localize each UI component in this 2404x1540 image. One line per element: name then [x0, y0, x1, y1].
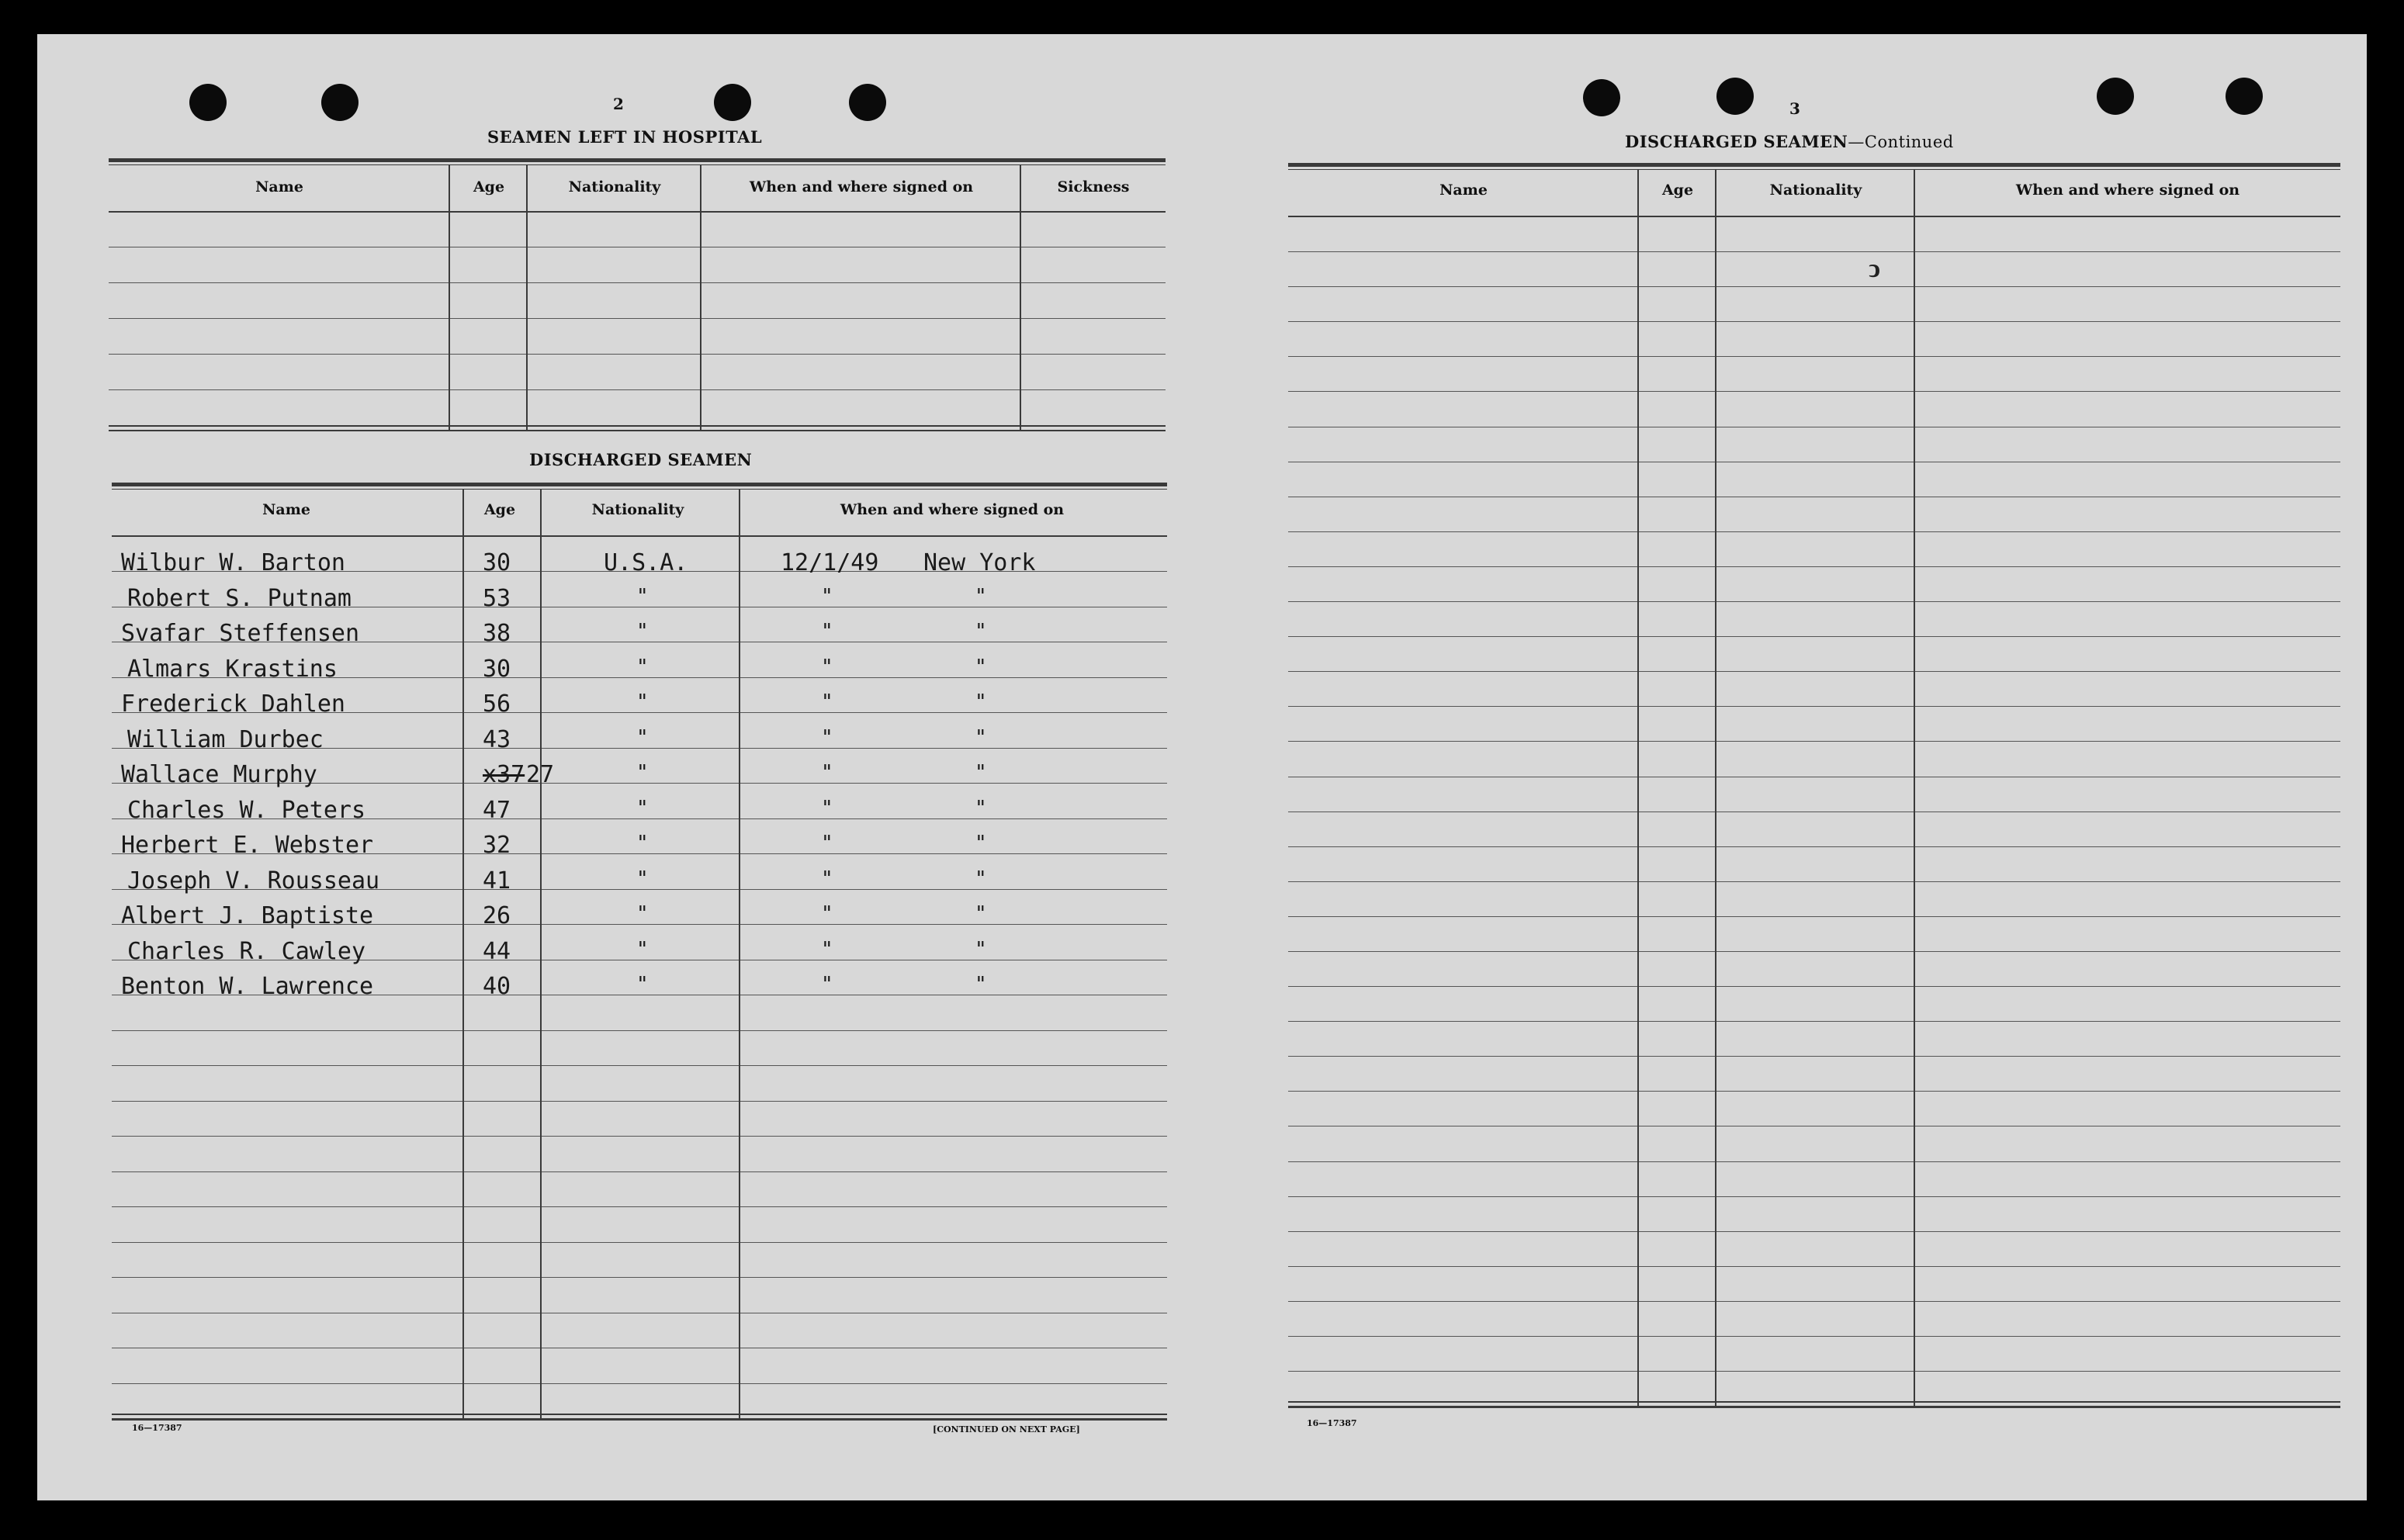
seaman-nationality: ": [636, 761, 649, 784]
col-header-age: Age: [1661, 182, 1694, 199]
ruled-line: [1288, 986, 2340, 987]
seaman-nationality: ": [636, 656, 649, 679]
signed-on-date: ": [821, 690, 833, 714]
signed-on-date: ": [821, 656, 833, 679]
seaman-name: Benton W. Lawrence: [121, 973, 374, 1000]
ruled-line: [1288, 251, 2340, 252]
punch-hole: [2226, 78, 2263, 115]
title-text: DISCHARGED SEAMEN: [1625, 132, 1848, 151]
ruled-line: [1288, 706, 2340, 707]
signed-on-place: ": [975, 938, 987, 961]
ruled-line: [1288, 741, 2340, 742]
seaman-name: Almars Krastins: [127, 656, 338, 683]
signed-on-date: ": [821, 867, 833, 891]
signed-on-place: ": [975, 797, 987, 820]
ruled-line: [1288, 1056, 2340, 1057]
seaman-age: 40: [483, 973, 511, 1000]
punch-hole: [849, 84, 886, 121]
seaman-nationality: ": [636, 726, 649, 749]
signed-on-place: ": [975, 761, 987, 784]
punch-hole: [321, 84, 359, 121]
ruled-line: [1288, 636, 2340, 637]
ruled-line: [1288, 671, 2340, 672]
signed-on-date: ": [821, 797, 833, 820]
punch-hole: [1716, 78, 1754, 115]
ruled-line: [1288, 286, 2340, 287]
ruled-line: [112, 1101, 1167, 1102]
seaman-name: Albert J. Baptiste: [121, 902, 374, 929]
form-number: 16—17387: [132, 1423, 182, 1433]
seaman-age: 32: [483, 832, 511, 859]
ruled-line: [112, 1242, 1167, 1243]
signed-on-date: ": [821, 620, 833, 643]
seaman-age: 26: [483, 902, 511, 929]
signed-on-place: ": [975, 585, 987, 608]
col-header-nationality: Nationality: [568, 178, 661, 196]
col-header-signed-on: When and where signed on: [840, 501, 1065, 518]
ruled-line: [1288, 601, 2340, 602]
seaman-nationality: ": [636, 938, 649, 961]
signed-on-place: ": [975, 867, 987, 891]
ruled-line: [1288, 1371, 2340, 1372]
ruled-line: [109, 354, 1166, 355]
seaman-nationality: ": [636, 973, 649, 996]
ruled-line: [112, 1277, 1167, 1278]
col-header-signed-on: When and where signed on: [749, 178, 974, 196]
ruled-line: [112, 1206, 1167, 1207]
punch-hole: [714, 84, 751, 121]
signed-on-date: ": [821, 761, 833, 784]
ruled-line: [112, 1030, 1167, 1031]
seaman-nationality: U.S.A.: [604, 549, 688, 576]
ruled-line: [1288, 1091, 2340, 1092]
form-number: 16—17387: [1307, 1418, 1357, 1428]
signed-on-place: ": [975, 832, 987, 855]
seaman-name: Wilbur W. Barton: [121, 549, 345, 576]
age-correction: 27: [526, 761, 555, 788]
discharged-section-title: DISCHARGED SEAMEN: [529, 450, 753, 469]
ruled-line: [1288, 531, 2340, 532]
ruled-line: [1288, 951, 2340, 952]
ruled-line: [1288, 356, 2340, 357]
signed-on-place: ": [975, 973, 987, 996]
seaman-nationality: ": [636, 620, 649, 643]
seaman-name: Frederick Dahlen: [121, 690, 345, 718]
seaman-name: Charles W. Peters: [127, 797, 366, 824]
stray-mark: ↄ: [1869, 253, 1881, 284]
seaman-age: 56: [483, 690, 511, 718]
ruled-line: [1288, 391, 2340, 392]
ruled-line: [112, 1136, 1167, 1137]
seaman-age: 53: [483, 585, 511, 612]
signed-on-date: ": [821, 902, 833, 926]
ruled-line: [1288, 916, 2340, 917]
hospital-section-title: SEAMEN LEFT IN HOSPITAL: [487, 127, 763, 147]
ruled-line: [109, 282, 1166, 283]
seaman-name: Herbert E. Webster: [121, 832, 374, 859]
ruled-line: [1288, 321, 2340, 322]
ruled-line: [109, 389, 1166, 390]
col-header-nationality: Nationality: [1769, 182, 1862, 199]
seaman-age: 30: [483, 549, 511, 576]
signed-on-date: ": [821, 832, 833, 855]
seaman-name: Svafar Steffensen: [121, 620, 360, 647]
ruled-line: [1288, 1336, 2340, 1337]
continued-note: [CONTINUED ON NEXT PAGE]: [933, 1424, 1080, 1434]
seaman-nationality: ": [636, 867, 649, 891]
seaman-name: Wallace Murphy: [121, 761, 317, 788]
ruled-line: [1288, 566, 2340, 567]
seaman-nationality: ": [636, 797, 649, 820]
col-header-name: Name: [255, 178, 303, 196]
seaman-age: 47: [483, 797, 511, 824]
signed-on-place: ": [975, 620, 987, 643]
ruled-line: [1288, 1196, 2340, 1197]
signed-on-place: ": [975, 726, 987, 749]
punch-hole: [1583, 79, 1620, 116]
seaman-age: x37: [483, 761, 525, 788]
document-sheet: [37, 34, 2367, 1500]
seaman-name: William Durbec: [127, 726, 324, 753]
seaman-age: 30: [483, 656, 511, 683]
signed-on-date: 12/1/49: [781, 549, 879, 576]
col-header-name: Name: [262, 501, 310, 518]
seaman-age: 44: [483, 938, 511, 965]
ruled-line: [1288, 1301, 2340, 1302]
col-header-age: Age: [483, 501, 516, 518]
signed-on-place: ": [975, 656, 987, 679]
signed-on-date: ": [821, 973, 833, 996]
page-number: 2: [613, 95, 624, 113]
col-header-age: Age: [473, 178, 505, 196]
col-header-sickness: Sickness: [1057, 178, 1130, 196]
seaman-name: Joseph V. Rousseau: [127, 867, 380, 895]
ruled-line: [112, 1383, 1167, 1384]
seaman-age: 41: [483, 867, 511, 895]
seaman-nationality: ": [636, 832, 649, 855]
seaman-age: 38: [483, 620, 511, 647]
ruled-line: [112, 1171, 1167, 1172]
ruled-line: [109, 318, 1166, 319]
seaman-age: 43: [483, 726, 511, 753]
signed-on-date: ": [821, 938, 833, 961]
seaman-name: Robert S. Putnam: [127, 585, 352, 612]
seaman-nationality: ": [636, 690, 649, 714]
ruled-line: [1288, 881, 2340, 882]
ruled-line: [1288, 1161, 2340, 1162]
page-number: 3: [1789, 99, 1800, 118]
signed-on-place: New York: [923, 549, 1036, 576]
ruled-line: [1288, 1231, 2340, 1232]
signed-on-date: ": [821, 585, 833, 608]
ruled-line: [1288, 1266, 2340, 1267]
punch-hole: [189, 84, 227, 121]
ruled-line: [112, 1065, 1167, 1066]
ruled-line: [1288, 1021, 2340, 1022]
ruled-line: [1288, 846, 2340, 847]
discharged-continued-title: [1625, 132, 1954, 151]
signed-on-date: ": [821, 726, 833, 749]
signed-on-place: ": [975, 902, 987, 926]
seaman-name: Charles R. Cawley: [127, 938, 366, 965]
col-header-signed-on: When and where signed on: [2015, 182, 2240, 199]
col-header-name: Name: [1439, 182, 1488, 199]
seaman-nationality: ": [636, 585, 649, 608]
seaman-nationality: ": [636, 902, 649, 926]
punch-hole: [2097, 78, 2134, 115]
col-header-nationality: Nationality: [591, 501, 684, 518]
signed-on-place: ": [975, 690, 987, 714]
title-suffix: —Continued: [1848, 133, 1954, 151]
